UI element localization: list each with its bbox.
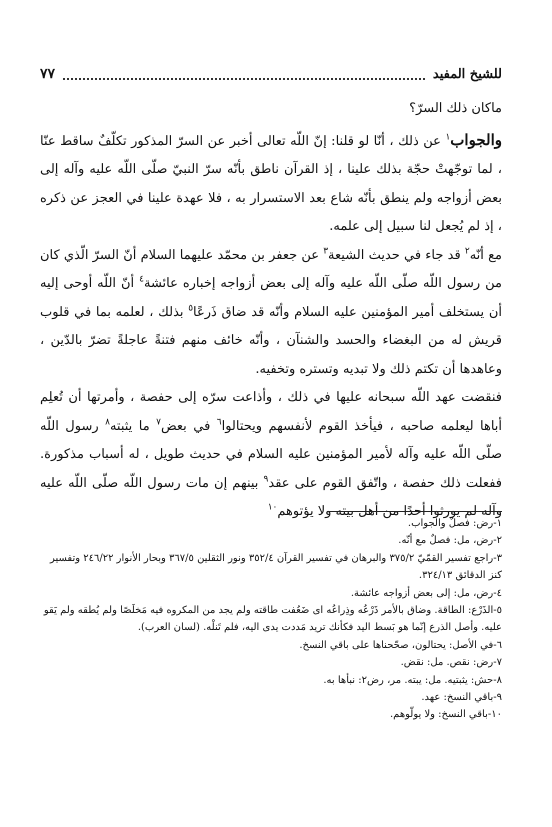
- paragraph-covenant: [40, 384, 502, 527]
- footnote-marker: ٣: [323, 246, 329, 257]
- text-segment: في بعض: [160, 418, 217, 434]
- footnote: ٦-في الأصل: يحتالون، صحّحناها على باقي النسخ.: [299, 639, 502, 651]
- footnote: ٧-رض: نقص. مل: نقض.: [400, 657, 502, 669]
- question-line: ماكان ذلك السرّ؟: [409, 101, 502, 116]
- footnotes: [40, 515, 502, 724]
- footnote-marker: ٢: [464, 246, 470, 257]
- footnote: ٣-راجع تفسير القمّيّ ٣٧٥/٢ والبرهان في تفسير القرآن ٣٥٢/٤ ونور الثقلين ٣٦٧/٥ وبحار الأنوار ٢٤٦/٢٢ وتفسير كنز الدقائق ٣٢٤/١٣.: [49, 552, 502, 582]
- footnote-marker: ٥: [188, 303, 194, 314]
- footnote: ٢-رض، مل: فصلٌ مع أنّه.: [398, 535, 502, 547]
- page-number: ٧٧: [40, 66, 56, 82]
- footnote-marker: ١: [445, 132, 451, 143]
- header-dot-leader: [63, 68, 425, 80]
- running-header: [40, 62, 502, 86]
- text-segment: عن جعفر بن محمّد عليهما السلام أنّ السرّ الّذي كان من رسول اللّه صلّى اللّه عليه وآله إلى بعض أزواجه إخباره عائشة: [40, 247, 503, 291]
- text-segment: فنقضت عهد اللّه سبحانه عليها في ذلك ، وأذاعت سرّه إلى حفصة ، وأمرتها أن تُعلِم أباها ليعلمه صاحبه ، فيأخذ القوم لأنفسهم ويحتالوا: [40, 390, 503, 434]
- footnote-marker: ٤: [139, 274, 144, 285]
- text-segment: قد جاء في حديث الشيعة: [328, 247, 465, 263]
- answer-text: عن ذلك ، أنّا لو قلنا: إنّ اللّه تعالى أخبر عن السرّ المذكور تكلّفٌ ساقط عنّا ، لما توجّهتْ حجّة بذلك علينا ، إذ القرآن ناطق بأنّه سرّ النبيّ صلّى اللّه عليه وآله إلى بعض أزواجه ولم ينطق بأنّه شاع بعد الاستسرار به ، فلا عهدة علينا في العجز عن ذكره ، إذ لم يُجعل لنا سبيل إلى علمه.: [40, 133, 502, 234]
- footnote-marker: ١٠: [267, 502, 278, 513]
- footnote: ٨-حش: يثبتيه. مل: يبته. مر، رض٢: نبأها به.: [323, 674, 502, 686]
- footnote: ٥-الذَرْع: الطاقة. وضاق بالأمر ذَرْعُه وذِراعُه اى ضَعُفت طاقته ولم يجد من المكروه فيه مَخلَصًا ولم يُطقه ولم يَقو عليه. وأصل الذرع إنّما هو بَسط اليد فكأنك تريد مَددت يدى اليه، فلم تَنلْه. (لسان العرب).: [43, 605, 502, 634]
- footnote-marker: ٩: [263, 474, 269, 485]
- text-segment: بذلك ، لعلمه بما في قلوب قريش له من البغضاء والحسد والشنآن ، وأنّه خائف منهم فتنةً عاجلةً تضرّ بالدّين ، وعاهدها أن تكتم ذلك ولا تبديه وتستره وتخفيه.: [40, 304, 502, 377]
- answer-paragraph: [40, 126, 502, 242]
- footnote: ٩-باقي النسخ: عهد.: [421, 692, 502, 704]
- footnote-separator: [327, 511, 502, 512]
- footnote: ١-رض: فصلٌ والجواب.: [407, 518, 502, 529]
- answer-label: والجواب: [450, 130, 502, 149]
- main-text: [40, 95, 502, 527]
- text-segment: رسول اللّه صلّى اللّه عليه وآله لأمير المؤمنين عليه السلام في حديث طويل ، له أسباب مذكورة. ففعلت ذلك حفصة ، واتّفق القوم على عقد: [40, 418, 502, 491]
- footnote-marker: ٧: [156, 417, 161, 428]
- footnote: ١٠-باقي النسخ: ولا يولّوهم.: [390, 709, 502, 721]
- text-segment: بينهم إن مات رسول اللّه صلّى اللّه عليه وآله لم يورثوا أحدًا من أهل بيته ولا يؤتوهم: [40, 475, 502, 519]
- footnote: ٤-رض، مل: إلى بعض أزواجه عائشة.: [350, 587, 502, 599]
- text-segment: أنّ اللّه أوحى إليه أن يستخلف أمير المؤمنين عليه السلام وأنّه قد ضاق ذَرعًا: [40, 276, 502, 320]
- paragraph-shia-hadith: [40, 242, 502, 385]
- text-segment: ما يثبته: [109, 418, 157, 434]
- footnote-marker: ٨: [105, 417, 110, 428]
- footnote-marker: ٦: [216, 417, 222, 428]
- text-segment: مع أنّه: [469, 247, 502, 263]
- header-title: للشيخ المفيد: [432, 66, 502, 82]
